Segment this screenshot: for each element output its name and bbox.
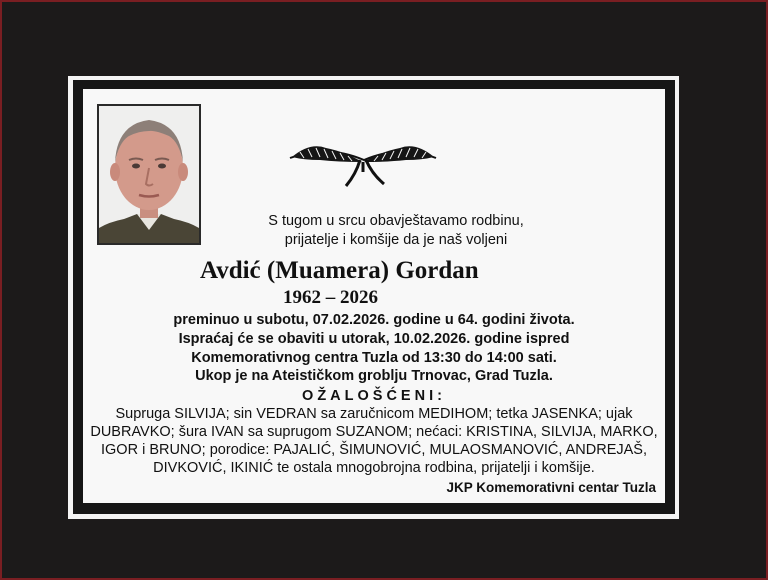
detail-line: Ispraćaj će se obaviti u utorak, 10.02.2026. godine ispred (178, 331, 570, 347)
mourners-line: IGOR i BRUNO; porodice: PAJALIĆ, ŠIMUNOVIĆ, MULAOSMANOVIĆ, ANDREJAŠ, (100, 442, 647, 458)
intro-line: prijatelje i komšije da je naš voljeni (284, 232, 508, 248)
intro-line: S tugom u srcu obavještavamo rodbinu, (268, 213, 524, 229)
detail-line: Komemorativnog centra Tuzla od 13:30 do 14:00 sati. (191, 350, 557, 366)
life-years: 1962 – 2026 (283, 287, 378, 308)
mourners-line: DIVKOVIĆ, IKINIĆ te ostala mnogobrojna rodbina, prijatelji i komšije. (153, 460, 595, 476)
footer-signature: JKP Komemorativni centar Tuzla (446, 480, 656, 495)
mourners-line: Supruga SILVIJA; sin VEDRAN sa zaručnicom MEDIHOM; tetka JASENKA; ujak (115, 406, 633, 422)
mourners-heading: OŽALOŠĆENI: (302, 388, 446, 404)
detail-line: preminuo u subotu, 07.02.2026. godine u 64. godini života. (173, 312, 575, 328)
palm-branch-icon (286, 140, 440, 188)
portrait-photo (97, 104, 201, 245)
detail-line: Ukop je na Ateističkom groblju Trnovac, Grad Tuzla. (195, 368, 553, 384)
deceased-name: Avdić (Muamera) Gordan (200, 257, 479, 284)
mourners-line: DUBRAVKO; šura IVAN sa suprugom SUZANOM; nećaci: KRISTINA, SILVIJA, MARKO, (90, 424, 658, 440)
